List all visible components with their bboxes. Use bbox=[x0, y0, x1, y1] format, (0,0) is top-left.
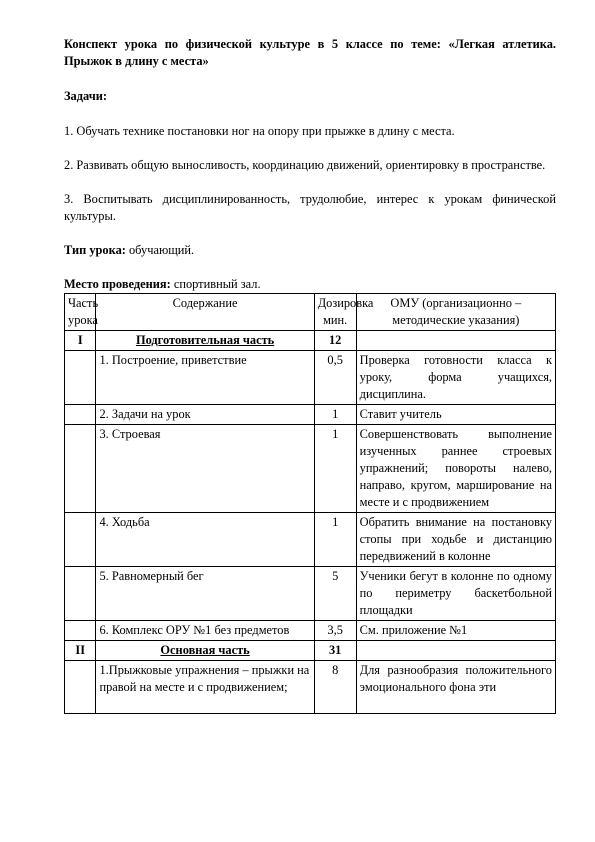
dose-cell: 3,5 bbox=[314, 621, 356, 641]
part-cell bbox=[65, 425, 96, 513]
part-cell bbox=[65, 405, 96, 425]
table-row bbox=[65, 567, 556, 621]
dose-cell: 1 bbox=[314, 425, 356, 513]
lesson-place-value: спортивный зал. bbox=[170, 277, 261, 291]
table-row bbox=[65, 661, 556, 714]
section-number: I bbox=[65, 331, 96, 351]
table-row bbox=[65, 621, 556, 641]
task-1: 1. Обучать технике постановки ног на опору при прыжке в длину с места. bbox=[64, 124, 455, 138]
header-omu: ОМУ (организационно – методические указания) bbox=[356, 294, 555, 331]
lesson-plan-table bbox=[64, 293, 556, 714]
omu-cell: Ученики бегут в колонне по одному по периметру баскетбольной площадки bbox=[356, 567, 555, 621]
table-row bbox=[65, 405, 556, 425]
dose-cell: 1 bbox=[314, 405, 356, 425]
lesson-type bbox=[64, 242, 556, 259]
section-row-prep bbox=[65, 331, 556, 351]
section-omu bbox=[356, 331, 555, 351]
part-cell bbox=[65, 351, 96, 405]
table-row bbox=[65, 425, 556, 513]
dose-cell: 1 bbox=[314, 513, 356, 567]
omu-cell: Обратить внимание на постановку стопы при ходьбе и дистанцию передвижений в колонне bbox=[356, 513, 555, 567]
section-dose: 12 bbox=[314, 331, 356, 351]
part-cell bbox=[65, 567, 96, 621]
content-cell: 3. Строевая bbox=[96, 425, 314, 513]
document-title: Конспект урока по физической культуре в 5 классе по теме: «Легкая атлетика. Прыжок в длину с места» bbox=[64, 37, 556, 68]
dose-cell: 5 bbox=[314, 567, 356, 621]
section-dose: 31 bbox=[314, 641, 356, 661]
table-row bbox=[65, 351, 556, 405]
document-page bbox=[64, 36, 556, 714]
lesson-type-label: Тип урока: bbox=[64, 243, 126, 257]
omu-cell: Проверка готовности класса к уроку, форма учащихся, дисциплина. bbox=[356, 351, 555, 405]
content-cell: 6. Комплекс ОРУ №1 без предметов bbox=[96, 621, 314, 641]
content-cell: 2. Задачи на урок bbox=[96, 405, 314, 425]
omu-cell: Совершенствовать выполнение изученных раннее строевых упражнений; повороты налево, направо, кругом, марширование на месте и с продвижением bbox=[356, 425, 555, 513]
header-dose: Дозировка мин. bbox=[314, 294, 356, 331]
section-omu bbox=[356, 641, 555, 661]
content-cell: 4. Ходьба bbox=[96, 513, 314, 567]
omu-cell: См. приложение №1 bbox=[356, 621, 555, 641]
omu-cell-text: Для разнообразия положительного эмоционального фона эти bbox=[359, 663, 552, 694]
tasks-heading: Задачи: bbox=[64, 89, 107, 103]
table-row bbox=[65, 513, 556, 567]
section-number: II bbox=[65, 641, 96, 661]
section-row-main bbox=[65, 641, 556, 661]
omu-cell bbox=[356, 661, 555, 714]
part-cell bbox=[65, 661, 96, 714]
part-cell bbox=[65, 621, 96, 641]
header-content: Содержание bbox=[96, 294, 314, 331]
lesson-place bbox=[64, 276, 556, 293]
task-2: 2. Развивать общую выносливость, координацию движений, ориентировку в пространстве. bbox=[64, 158, 546, 172]
content-cell: 5. Равномерный бег bbox=[96, 567, 314, 621]
section-title: Основная часть bbox=[96, 641, 314, 661]
dose-cell: 0,5 bbox=[314, 351, 356, 405]
omu-cell: Ставит учитель bbox=[356, 405, 555, 425]
header-part: Часть урока bbox=[65, 294, 96, 331]
table-header-row bbox=[65, 294, 556, 331]
task-3: 3. Воспитывать дисциплинированность, трудолюбие, интерес к урокам финической культуры. bbox=[64, 192, 556, 223]
part-cell bbox=[65, 513, 96, 567]
section-title: Подготовительная часть bbox=[96, 331, 314, 351]
content-cell: 1.Прыжковые упражнения – прыжки на правой на месте и с продвижением; bbox=[96, 661, 314, 714]
lesson-place-label: Место проведения: bbox=[64, 277, 171, 291]
dose-cell: 8 bbox=[314, 661, 356, 714]
lesson-type-value: обучающий. bbox=[125, 243, 195, 257]
content-cell: 1. Построение, приветствие bbox=[96, 351, 314, 405]
